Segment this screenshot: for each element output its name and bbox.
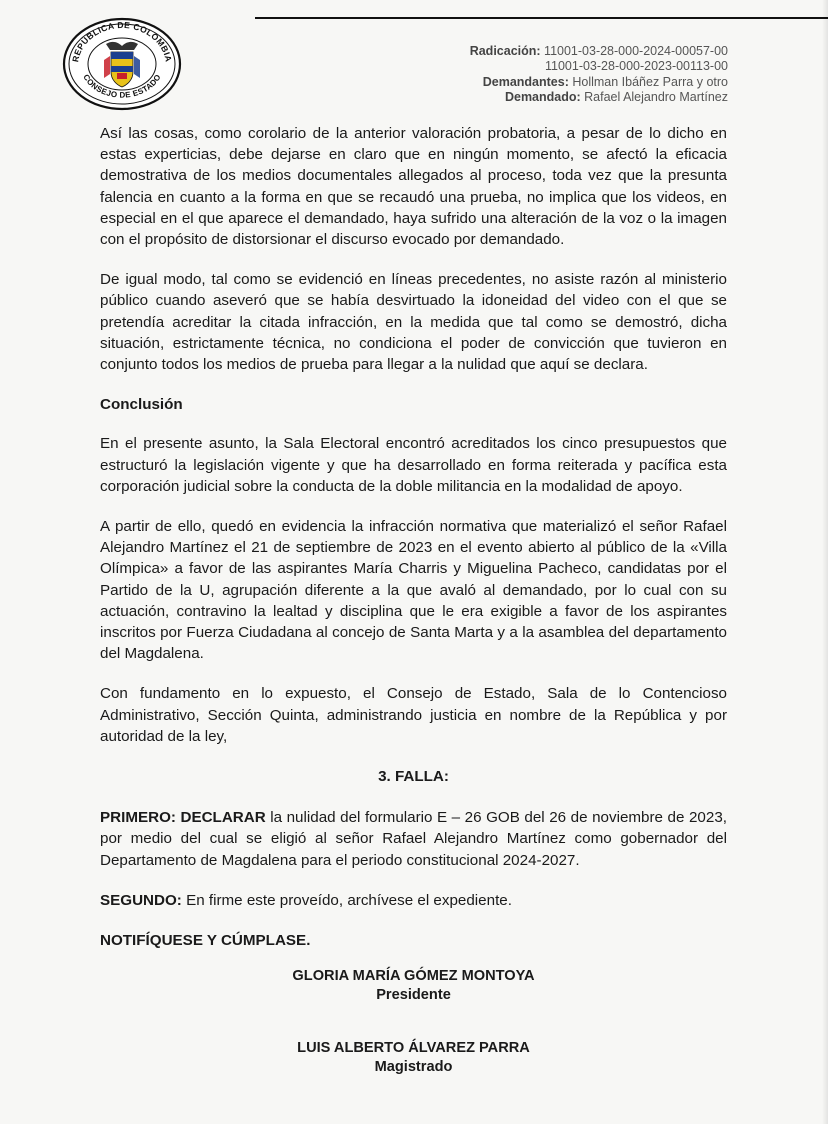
signatory-role: Magistrado bbox=[374, 1059, 453, 1076]
segundo-text: En firme este proveído, archívese el expediente. bbox=[181, 891, 512, 909]
paragraph-5: Con fundamento en lo expuesto, el Consejo de Estado, Sala de lo Contencioso Administrativo, Sección Quinta, administrando justicia en nombre de la República y por autoridad de la ley, bbox=[100, 685, 727, 745]
signatory-name: LUIS ALBERTO ÁLVAREZ PARRA bbox=[297, 1040, 530, 1057]
primero-label: PRIMERO: DECLARAR bbox=[100, 809, 266, 827]
demandado-value: Rafael Alejandro Martínez bbox=[584, 90, 728, 105]
consejo-de-estado-seal bbox=[60, 16, 184, 112]
header-rule bbox=[255, 17, 828, 19]
paragraph-2: De igual modo, tal como se evidenció en líneas precedentes, no asiste razón al ministerio público cuando aseveró que se había desvirtuado la idoneidad del video con el que se pretendía acreditar la citada infracción, en la medida que tal como se demostró, dicha situación, estrictamente técnica, no condiciona el poder de convicción que tuvieron en conjunto todos los medios de prueba para llegar a la nulidad que aquí se declara. bbox=[100, 271, 727, 374]
primero-text: la nulidad del formulario E – 26 GOB del 26 de noviembre de 2023, por medio del cual se eligió al señor Rafael Alejandro Martínez como gobernador del Departamento de Magdalena para el periodo constitucional 2024-2027. bbox=[100, 809, 727, 869]
signature-block-magistrate bbox=[100, 1039, 727, 1077]
paragraph-1: Así las cosas, como corolario de la anterior valoración probatoria, a pesar de lo dicho en estas experticias, debe dejarse en claro que en ningún momento, se afectó la eficacia demostrativa de los medios documentales allegados al proceso, toda vez que la presunta falencia en cuanto a la forma en que se recaudó una prueba, no implica que los videos, en especial en el que aparece el demandado, haya sufrido una alteración de la voz o la imagen con el propósito de distorsionar el discurso evocado por demandado. bbox=[100, 125, 727, 249]
signatory-name: GLORIA MARÍA GÓMEZ MONTOYA bbox=[292, 968, 535, 985]
demandantes-label: Demandantes: bbox=[482, 74, 569, 89]
seal-text-bottom: CONSEJO DE ESTADO bbox=[81, 72, 163, 100]
demandantes-value: Hollman Ibáñez Parra y otro bbox=[572, 74, 728, 89]
demandado-label: Demandado: bbox=[504, 90, 581, 105]
radicacion-label: Radicación: bbox=[469, 44, 541, 58]
page-edge-shadow bbox=[822, 0, 828, 1124]
paragraph-4: A partir de ello, quedó en evidencia la infracción normativa que materializó el señor Rafael Alejandro Martínez el 21 de septiembre de 2023 en el evento abierto al público de la «Villa Olímpica» a favor de las aspirantes María Charris y Miguelina Pacheco, candidatas por el Partido de la U, agrupación diferente a la que avaló al demandado, por lo cual con su actuación, contravino la lealtad y disciplina que le era exigible a favor de los aspirantes inscritos por Fuerza Ciudadana al concejo de Santa Marta y a la asamblea del departamento del Magdalena. bbox=[100, 518, 727, 663]
primero-paragraph bbox=[100, 807, 727, 871]
radicacion-number-1: 11001-03-28-000-2024-00057-00 bbox=[544, 44, 728, 58]
case-metadata bbox=[470, 44, 728, 106]
conclusion-heading: Conclusión bbox=[100, 396, 183, 414]
segundo-label: SEGUNDO: bbox=[100, 891, 182, 909]
radicacion-number-2: 11001-03-28-000-2023-00113-00 bbox=[544, 59, 728, 74]
seal-text-top: REPÚBLICA DE COLOMBIA bbox=[70, 19, 174, 63]
document-body bbox=[100, 123, 727, 1077]
signature-block-president bbox=[100, 967, 727, 1005]
falla-heading: 3. FALLA: bbox=[378, 768, 449, 786]
signatory-role: Presidente bbox=[376, 987, 451, 1004]
paragraph-3: En el presente asunto, la Sala Electoral encontró acreditados los cinco presupuestos que estructuró la legislación vigente y que ha desarrollado en forma reiterada y pacífica esta corporación judicial sobre la conducta de la doble militancia en la modalidad de apoyo. bbox=[100, 435, 727, 495]
segundo-paragraph bbox=[100, 890, 727, 911]
notifiquese-line: NOTIFÍQUESE Y CÚMPLASE. bbox=[100, 932, 311, 950]
